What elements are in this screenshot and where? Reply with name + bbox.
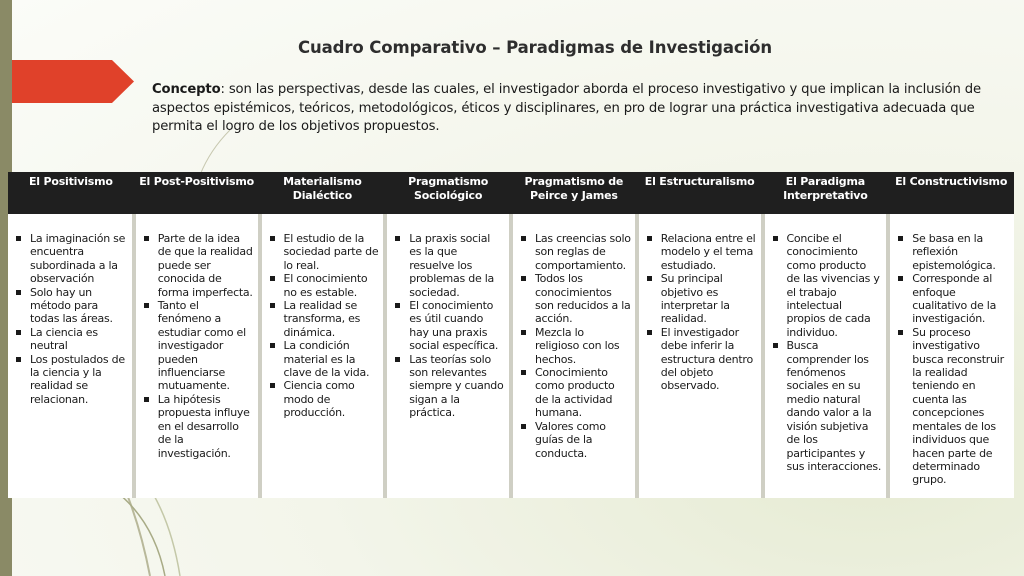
list-item: Relaciona entre el modelo y el tema estudiado. — [660, 232, 756, 272]
list-item: Los postulados de la ciencia y la realidad se relacionan. — [30, 353, 128, 407]
list-item: La realidad se transforma, es dinámica. — [284, 299, 380, 339]
list-item: Las creencias solo son reglas de comportamiento. — [535, 232, 631, 272]
list-item: Las teorías solo son relevantes siempre y cuando sigan a la práctica. — [409, 352, 504, 420]
list-item: Solo hay un método para todas las áreas. — [30, 286, 128, 326]
column-header: El Positivismo — [8, 172, 134, 214]
list-item: La praxis social es la que resuelve los problemas de la sociedad. — [409, 232, 505, 299]
list-item: Todos los conocimientos son reducidos a la acción. — [535, 272, 631, 326]
list-item: Corresponde al enfoque cualitativo de la investigación. — [912, 272, 1010, 326]
column-header: Pragmatismo Sociológico — [385, 172, 511, 214]
paradigm-cell-positivismo — [8, 214, 134, 498]
column-header: Pragmatismo de Peirce y James — [511, 172, 637, 214]
paradigm-cell-pragmatismo-peirce-james — [511, 214, 637, 498]
column-header: El Post-Positivismo — [134, 172, 260, 214]
concept-paragraph — [152, 81, 982, 137]
paradigm-cell-estructuralismo — [637, 214, 763, 498]
comparison-table — [8, 172, 1014, 498]
list-item: Mezcla lo religioso con los hechos. — [535, 326, 631, 366]
list-item: El conocimiento no es estable. — [284, 272, 380, 299]
list-item: Valores como guías de la conducta. — [535, 420, 631, 460]
concept-label: Concepto — [152, 82, 221, 97]
list-item: Tanto el fenómeno a estudiar como el investigador pueden influenciarse mutuamente. — [158, 299, 254, 393]
column-header: El Estructuralismo — [637, 172, 763, 214]
list-item: Su principal objetivo es interpretar la realidad. — [661, 272, 757, 326]
list-item: Concibe el conocimiento como producto de las vivencias y el trabajo intelectual propios de cada individuo. — [787, 232, 883, 339]
list-item: Ciencia como modo de producción. — [284, 379, 380, 419]
table-header-row — [8, 172, 1014, 214]
list-item: Parte de la idea de que la realidad puede ser conocida de forma imperfecta. — [157, 232, 253, 299]
column-header: El Constructivismo — [888, 172, 1014, 214]
paradigm-cell-materialismo — [260, 214, 386, 498]
paradigm-cell-pragmatismo-sociologico — [385, 214, 511, 498]
page-title: Cuadro Comparativo – Paradigmas de Investigación — [297, 38, 773, 57]
list-item: Conocimiento como producto de la actividad humana. — [535, 366, 631, 420]
paradigm-cell-interpretativo — [763, 214, 889, 498]
list-item: El conocimiento es útil cuando hay una praxis social específica. — [409, 299, 505, 353]
column-header: El Paradigma Interpretativo — [763, 172, 889, 214]
column-header: Materialismo Dialéctico — [260, 172, 386, 214]
paradigm-cell-constructivismo — [888, 214, 1014, 498]
concept-text: : son las perspectivas, desde las cuales, el investigador aborda el proceso investigativo y que implican la inclusión de aspectos epistémicos, teóricos, metodológicos, éticos y disciplinares, en pro de lograr una práctica investigativa adecuada que permita el logro de los objetivos propuestos. — [152, 82, 981, 134]
list-item: La condición material es la clave de la vida. — [284, 339, 380, 379]
table-body-row — [8, 214, 1014, 498]
list-item: Su proceso investigativo busca reconstruir la realidad teniendo en cuenta las concepciones mentales de los individuos que hacen parte de determinado grupo. — [912, 326, 1010, 487]
list-item: El investigador debe inferir la estructura dentro del objeto observado. — [661, 326, 757, 393]
list-item: La hipótesis propuesta influye en el desarrollo de la investigación. — [158, 393, 254, 460]
list-item: Se basa en la reflexión epistemológica. — [912, 232, 1010, 272]
list-item: El estudio de la sociedad parte de lo real. — [283, 232, 379, 272]
list-item: Busca comprender los fenómenos sociales en su medio natural dando valor a la visión subjetiva de los participantes y sus interacciones. — [786, 339, 882, 473]
accent-arrow-shape — [12, 60, 134, 103]
paradigm-cell-post-positivismo — [134, 214, 260, 498]
list-item: La ciencia es neutral — [30, 326, 128, 353]
list-item: La imaginación se encuentra subordinada a la observación — [30, 232, 128, 286]
